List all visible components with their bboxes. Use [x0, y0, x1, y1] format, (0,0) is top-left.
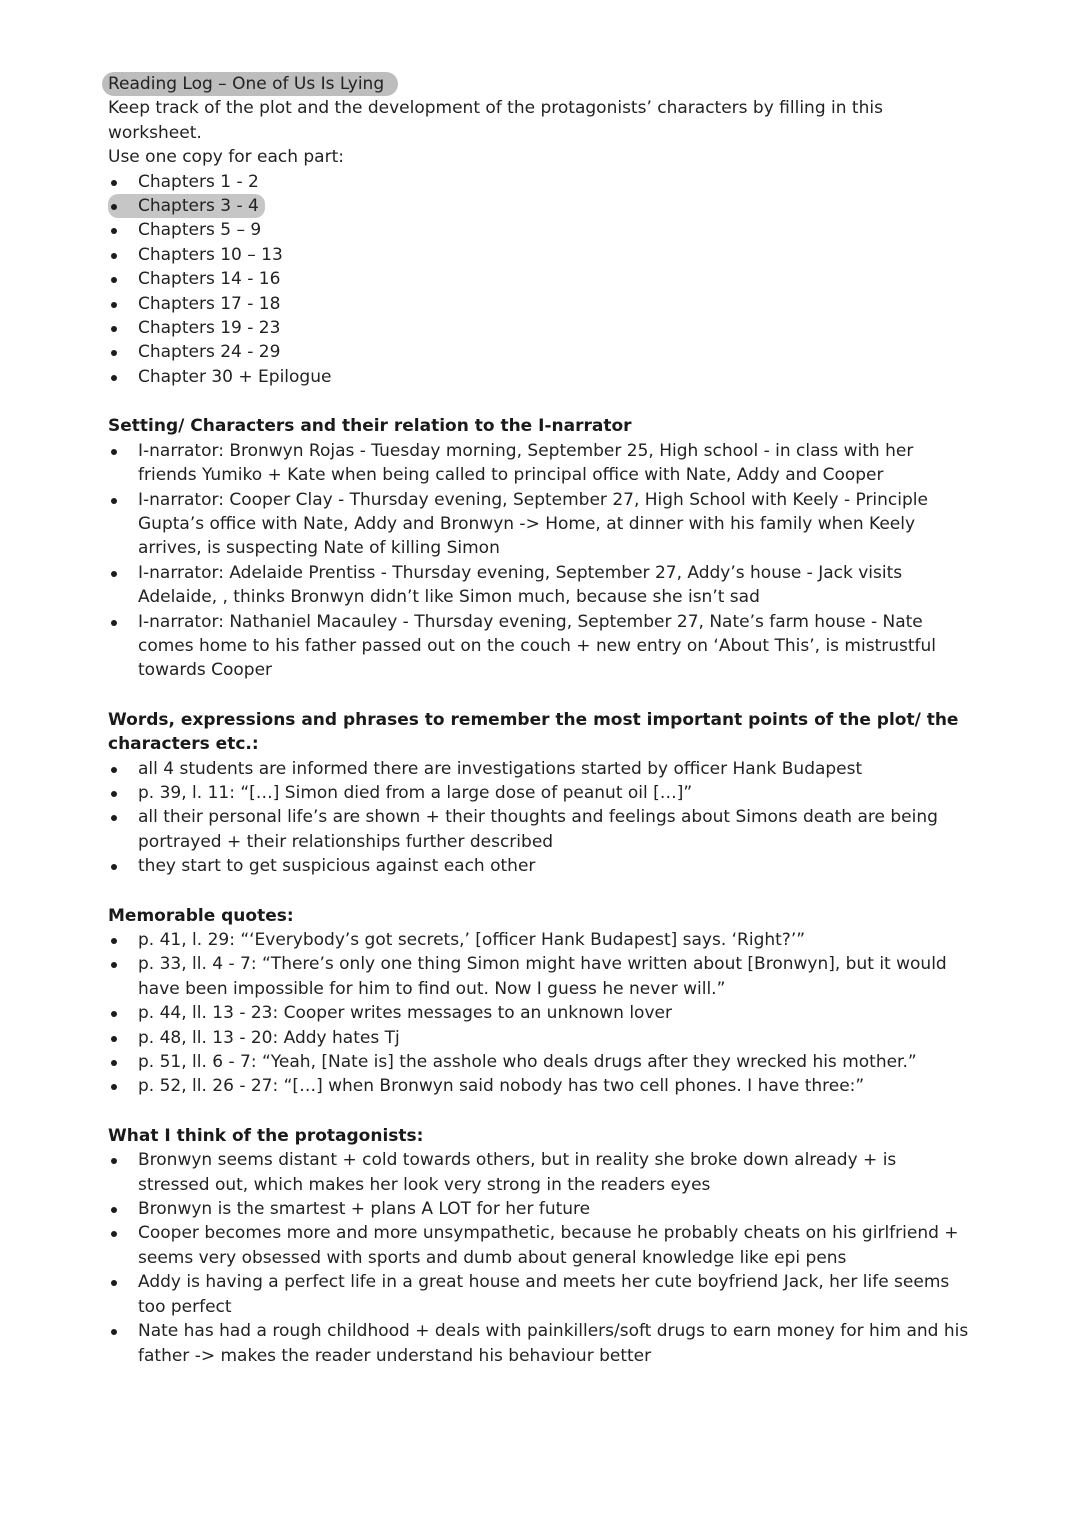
worksheet-title: Reading Log – One of Us Is Lying: [102, 72, 398, 96]
setting-list: [108, 439, 970, 683]
words-list: [108, 757, 970, 879]
part-item: Chapters 14 - 16: [108, 267, 970, 291]
words-item: p. 39, l. 11: “[…] Simon died from a large dose of peanut oil […]”: [108, 781, 970, 805]
part-item: Chapters 24 - 29: [108, 340, 970, 364]
setting-heading: Setting/ Characters and their relation to the I-narrator: [108, 416, 632, 437]
words-item: all their personal life’s are shown + their thoughts and feelings about Simons death are being portrayed + their relationships further described: [108, 805, 970, 854]
quotes-heading: Memorable quotes:: [108, 905, 294, 926]
parts-list: [108, 170, 970, 390]
setting-item: I-narrator: Bronwyn Rojas - Tuesday morning, September 25, High school - in class with her friends Yumiko + Kate when being called to principal office with Nate, Addy and Cooper: [108, 439, 970, 488]
opinion-item: Addy is having a perfect life in a great house and meets her cute boyfriend Jack, her life seems too perfect: [108, 1270, 970, 1319]
part-item: Chapter 30 + Epilogue: [108, 365, 970, 389]
intro-copy-note: Use one copy for each part:: [108, 147, 344, 168]
opinions-heading: What I think of the protagonists:: [108, 1125, 424, 1146]
highlight-marker: Chapters 3 - 4: [108, 194, 265, 218]
opinion-item: Bronwyn is the smartest + plans A LOT for her future: [108, 1197, 970, 1221]
part-item: Chapters 19 - 23: [108, 316, 970, 340]
title-line: [108, 72, 970, 96]
quote-item: p. 48, ll. 13 - 20: Addy hates Tj: [108, 1026, 970, 1050]
quotes-list: [108, 928, 970, 1099]
opinion-item: Cooper becomes more and more unsympathetic, because he probably cheats on his girlfriend + seems very obsessed with sports and dumb about general knowledge like epi pens: [108, 1221, 970, 1270]
setting-item: I-narrator: Adelaide Prentiss - Thursday evening, September 27, Addy’s house - Jack visits Adelaide, , thinks Bronwyn didn’t like Simon much, because she isn’t sad: [108, 561, 970, 610]
part-item-highlighted: [108, 194, 970, 218]
quote-item: p. 44, ll. 13 - 23: Cooper writes messages to an unknown lover: [108, 1001, 970, 1025]
part-item: Chapters 1 - 2: [108, 170, 970, 194]
quote-item: p. 41, l. 29: “‘Everybody’s got secrets,’ [officer Hank Budapest] says. ‘Right?’”: [108, 928, 970, 952]
setting-item: I-narrator: Nathaniel Macauley - Thursday evening, September 27, Nate’s farm house - Nate comes home to his father passed out on the couch + new entry on ‘About This’, is mistrustful towards Cooper: [108, 610, 970, 683]
setting-item: I-narrator: Cooper Clay - Thursday evening, September 27, High School with Keely - Principle Gupta’s office with Nate, Addy and Bronwyn -> Home, at dinner with his family when Keely arrives, is suspecting Nate of killing Simon: [108, 488, 970, 561]
opinion-item: Nate has had a rough childhood + deals with painkillers/soft drugs to earn money for him and his father -> makes the reader understand his behaviour better: [108, 1319, 970, 1368]
words-heading: Words, expressions and phrases to remember the most important points of the plot/ the characters etc.:: [108, 709, 959, 755]
opinions-list: [108, 1148, 970, 1368]
part-item: Chapters 5 – 9: [108, 218, 970, 242]
quote-item: p. 52, ll. 26 - 27: “[…] when Bronwyn said nobody has two cell phones. I have three:”: [108, 1074, 970, 1098]
quote-item: p. 51, ll. 6 - 7: “Yeah, [Nate is] the asshole who deals drugs after they wrecked his mother.”: [108, 1050, 970, 1074]
part-item: Chapters 17 - 18: [108, 292, 970, 316]
part-item: Chapters 10 – 13: [108, 243, 970, 267]
opinion-item: Bronwyn seems distant + cold towards others, but in reality she broke down already + is stressed out, which makes her look very strong in the readers eyes: [108, 1148, 970, 1197]
quote-item: p. 33, ll. 4 - 7: “There’s only one thing Simon might have written about [Bronwyn], but it would have been impossible for him to find out. Now I guess he never will.”: [108, 952, 970, 1001]
words-item: they start to get suspicious against each other: [108, 854, 970, 878]
words-item: all 4 students are informed there are investigations started by officer Hank Budapest: [108, 757, 970, 781]
intro-instructions: Keep track of the plot and the development of the protagonists’ characters by filling in this worksheet.: [108, 98, 883, 143]
